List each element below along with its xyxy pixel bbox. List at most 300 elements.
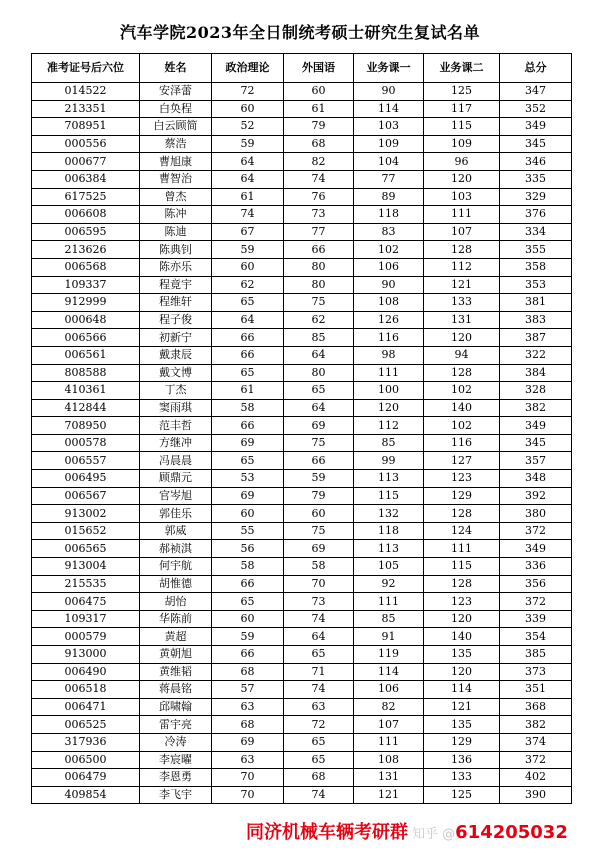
cell-politics: 59 xyxy=(212,628,284,646)
cell-foreign-language: 65 xyxy=(284,646,354,664)
cell-foreign-language: 72 xyxy=(284,716,354,734)
cell-foreign-language: 85 xyxy=(284,329,354,347)
cell-exam-id: 006490 xyxy=(32,663,140,681)
cell-politics: 53 xyxy=(212,470,284,488)
column-header-total: 总分 xyxy=(500,54,572,83)
cell-course-one: 98 xyxy=(354,346,424,364)
cell-exam-id: 913002 xyxy=(32,505,140,523)
cell-foreign-language: 77 xyxy=(284,223,354,241)
table-row xyxy=(32,610,572,628)
cell-politics: 59 xyxy=(212,241,284,259)
cell-name: 陈亦乐 xyxy=(140,258,212,276)
cell-politics: 74 xyxy=(212,206,284,224)
table-row xyxy=(32,522,572,540)
cell-foreign-language: 75 xyxy=(284,294,354,312)
cell-name: 郭威 xyxy=(140,522,212,540)
cell-exam-id: 213626 xyxy=(32,241,140,259)
table-row xyxy=(32,241,572,259)
cell-foreign-language: 73 xyxy=(284,593,354,611)
cell-politics: 65 xyxy=(212,452,284,470)
cell-course-two: 120 xyxy=(424,170,500,188)
cell-total: 322 xyxy=(500,346,572,364)
cell-exam-id: 006595 xyxy=(32,223,140,241)
cell-total: 356 xyxy=(500,575,572,593)
cell-exam-id: 006525 xyxy=(32,716,140,734)
table-row xyxy=(32,786,572,804)
table-row xyxy=(32,135,572,153)
cell-exam-id: 000677 xyxy=(32,153,140,171)
cell-foreign-language: 74 xyxy=(284,786,354,804)
cell-total: 336 xyxy=(500,558,572,576)
cell-name: 白奂程 xyxy=(140,100,212,118)
cell-course-two: 103 xyxy=(424,188,500,206)
cell-foreign-language: 68 xyxy=(284,769,354,787)
cell-course-one: 113 xyxy=(354,470,424,488)
cell-name: 丁杰 xyxy=(140,382,212,400)
cell-course-two: 123 xyxy=(424,593,500,611)
cell-course-two: 136 xyxy=(424,751,500,769)
cell-foreign-language: 68 xyxy=(284,135,354,153)
cell-exam-id: 708951 xyxy=(32,118,140,136)
table-row xyxy=(32,311,572,329)
cell-course-one: 120 xyxy=(354,399,424,417)
cell-course-two: 135 xyxy=(424,716,500,734)
cell-name: 曾杰 xyxy=(140,188,212,206)
cell-foreign-language: 64 xyxy=(284,399,354,417)
cell-foreign-language: 66 xyxy=(284,452,354,470)
table-row xyxy=(32,769,572,787)
cell-total: 334 xyxy=(500,223,572,241)
table-row xyxy=(32,540,572,558)
table-row xyxy=(32,364,572,382)
cell-total: 347 xyxy=(500,83,572,101)
cell-total: 335 xyxy=(500,170,572,188)
cell-exam-id: 708950 xyxy=(32,417,140,435)
cell-course-one: 108 xyxy=(354,751,424,769)
cell-politics: 66 xyxy=(212,646,284,664)
column-header-course-two: 业务课二 xyxy=(424,54,500,83)
cell-foreign-language: 65 xyxy=(284,751,354,769)
cell-politics: 56 xyxy=(212,540,284,558)
cell-name: 李宸曜 xyxy=(140,751,212,769)
cell-course-one: 90 xyxy=(354,83,424,101)
cell-course-one: 116 xyxy=(354,329,424,347)
cell-course-one: 105 xyxy=(354,558,424,576)
table-row xyxy=(32,223,572,241)
cell-course-one: 106 xyxy=(354,258,424,276)
cell-name: 蒋晨铭 xyxy=(140,681,212,699)
cell-total: 392 xyxy=(500,487,572,505)
cell-course-two: 94 xyxy=(424,346,500,364)
cell-foreign-language: 74 xyxy=(284,681,354,699)
cell-name: 白云顾简 xyxy=(140,118,212,136)
cell-total: 402 xyxy=(500,769,572,787)
cell-politics: 66 xyxy=(212,575,284,593)
cell-politics: 69 xyxy=(212,434,284,452)
cell-name: 黄维韬 xyxy=(140,663,212,681)
cell-foreign-language: 60 xyxy=(284,505,354,523)
table-row xyxy=(32,100,572,118)
cell-course-two: 124 xyxy=(424,522,500,540)
cell-course-one: 89 xyxy=(354,188,424,206)
cell-foreign-language: 69 xyxy=(284,417,354,435)
cell-exam-id: 912999 xyxy=(32,294,140,312)
cell-course-two: 111 xyxy=(424,206,500,224)
cell-total: 357 xyxy=(500,452,572,470)
cell-course-two: 107 xyxy=(424,223,500,241)
cell-course-one: 82 xyxy=(354,698,424,716)
cell-foreign-language: 79 xyxy=(284,487,354,505)
table-row xyxy=(32,681,572,699)
cell-name: 戴隶辰 xyxy=(140,346,212,364)
page-title: 汽车学院2023年全日制统考硕士研究生复试名单 xyxy=(119,23,481,42)
table-row xyxy=(32,663,572,681)
cell-name: 官岑旭 xyxy=(140,487,212,505)
cell-course-one: 118 xyxy=(354,522,424,540)
cell-course-one: 104 xyxy=(354,153,424,171)
cell-course-two: 125 xyxy=(424,83,500,101)
cell-course-one: 114 xyxy=(354,100,424,118)
cell-total: 382 xyxy=(500,399,572,417)
cell-course-one: 132 xyxy=(354,505,424,523)
cell-course-one: 111 xyxy=(354,364,424,382)
cell-politics: 70 xyxy=(212,769,284,787)
cell-course-one: 115 xyxy=(354,487,424,505)
cell-exam-id: 006500 xyxy=(32,751,140,769)
cell-exam-id: 317936 xyxy=(32,733,140,751)
cell-politics: 63 xyxy=(212,698,284,716)
cell-politics: 66 xyxy=(212,417,284,435)
cell-name: 郝祯淇 xyxy=(140,540,212,558)
cell-exam-id: 015652 xyxy=(32,522,140,540)
table-row xyxy=(32,170,572,188)
table-row xyxy=(32,558,572,576)
cell-course-two: 133 xyxy=(424,769,500,787)
cell-exam-id: 412844 xyxy=(32,399,140,417)
table-row xyxy=(32,733,572,751)
cell-total: 349 xyxy=(500,118,572,136)
cell-total: 349 xyxy=(500,417,572,435)
cell-exam-id: 215535 xyxy=(32,575,140,593)
cell-course-two: 140 xyxy=(424,399,500,417)
cell-course-one: 131 xyxy=(354,769,424,787)
cell-politics: 65 xyxy=(212,364,284,382)
table-row xyxy=(32,118,572,136)
table-row xyxy=(32,294,572,312)
cell-exam-id: 006561 xyxy=(32,346,140,364)
cell-course-two: 128 xyxy=(424,575,500,593)
cell-course-two: 140 xyxy=(424,628,500,646)
cell-total: 374 xyxy=(500,733,572,751)
cell-foreign-language: 74 xyxy=(284,610,354,628)
cell-exam-id: 006475 xyxy=(32,593,140,611)
table-row xyxy=(32,593,572,611)
column-header-course-one: 业务课一 xyxy=(354,54,424,83)
cell-politics: 52 xyxy=(212,118,284,136)
cell-course-one: 103 xyxy=(354,118,424,136)
cell-course-two: 111 xyxy=(424,540,500,558)
cell-politics: 55 xyxy=(212,522,284,540)
cell-course-two: 116 xyxy=(424,434,500,452)
cell-foreign-language: 58 xyxy=(284,558,354,576)
table-row xyxy=(32,329,572,347)
cell-name: 陈迪 xyxy=(140,223,212,241)
table-header-row xyxy=(32,54,572,83)
cell-politics: 60 xyxy=(212,258,284,276)
cell-course-two: 120 xyxy=(424,610,500,628)
table-row xyxy=(32,628,572,646)
cell-exam-id: 006471 xyxy=(32,698,140,716)
cell-name: 何宇航 xyxy=(140,558,212,576)
cell-name: 戴文博 xyxy=(140,364,212,382)
cell-politics: 58 xyxy=(212,558,284,576)
column-header-politics: 政治理论 xyxy=(212,54,284,83)
cell-foreign-language: 62 xyxy=(284,311,354,329)
cell-course-one: 114 xyxy=(354,663,424,681)
cell-name: 邱啸翰 xyxy=(140,698,212,716)
cell-course-one: 112 xyxy=(354,417,424,435)
cell-foreign-language: 80 xyxy=(284,276,354,294)
table-row xyxy=(32,487,572,505)
cell-foreign-language: 65 xyxy=(284,382,354,400)
cell-total: 345 xyxy=(500,135,572,153)
cell-politics: 65 xyxy=(212,294,284,312)
cell-politics: 68 xyxy=(212,663,284,681)
cell-name: 冷涛 xyxy=(140,733,212,751)
cell-course-two: 121 xyxy=(424,276,500,294)
cell-total: 348 xyxy=(500,470,572,488)
cell-politics: 58 xyxy=(212,399,284,417)
cell-politics: 57 xyxy=(212,681,284,699)
cell-course-two: 133 xyxy=(424,294,500,312)
cell-exam-id: 913000 xyxy=(32,646,140,664)
cell-total: 368 xyxy=(500,698,572,716)
cell-course-one: 92 xyxy=(354,575,424,593)
cell-name: 程子俊 xyxy=(140,311,212,329)
cell-course-one: 85 xyxy=(354,434,424,452)
cell-total: 380 xyxy=(500,505,572,523)
cell-course-two: 120 xyxy=(424,329,500,347)
cell-total: 372 xyxy=(500,593,572,611)
cell-total: 373 xyxy=(500,663,572,681)
table-row xyxy=(32,751,572,769)
cell-course-two: 117 xyxy=(424,100,500,118)
cell-course-two: 102 xyxy=(424,417,500,435)
cell-foreign-language: 59 xyxy=(284,470,354,488)
table-row xyxy=(32,153,572,171)
cell-course-two: 129 xyxy=(424,733,500,751)
cell-total: 383 xyxy=(500,311,572,329)
column-header-foreign-language: 外国语 xyxy=(284,54,354,83)
cell-course-two: 128 xyxy=(424,505,500,523)
cell-course-two: 123 xyxy=(424,470,500,488)
cell-politics: 69 xyxy=(212,487,284,505)
watermark-number: 614205032 xyxy=(455,822,568,843)
cell-course-one: 77 xyxy=(354,170,424,188)
cell-name: 范丰哲 xyxy=(140,417,212,435)
cell-exam-id: 006567 xyxy=(32,487,140,505)
cell-course-one: 109 xyxy=(354,135,424,153)
cell-name: 方继冲 xyxy=(140,434,212,452)
cell-course-one: 107 xyxy=(354,716,424,734)
cell-total: 349 xyxy=(500,540,572,558)
cell-exam-id: 006608 xyxy=(32,206,140,224)
cell-exam-id: 006565 xyxy=(32,540,140,558)
cell-course-two: 128 xyxy=(424,364,500,382)
cell-exam-id: 006557 xyxy=(32,452,140,470)
table-row xyxy=(32,575,572,593)
cell-foreign-language: 70 xyxy=(284,575,354,593)
cell-course-two: 115 xyxy=(424,118,500,136)
cell-total: 351 xyxy=(500,681,572,699)
cell-name: 蔡浩 xyxy=(140,135,212,153)
table-row xyxy=(32,434,572,452)
cell-total: 355 xyxy=(500,241,572,259)
cell-name: 雷宇亮 xyxy=(140,716,212,734)
cell-foreign-language: 64 xyxy=(284,346,354,364)
cell-exam-id: 006384 xyxy=(32,170,140,188)
cell-politics: 64 xyxy=(212,153,284,171)
cell-foreign-language: 73 xyxy=(284,206,354,224)
cell-exam-id: 109317 xyxy=(32,610,140,628)
cell-course-two: 121 xyxy=(424,698,500,716)
cell-foreign-language: 60 xyxy=(284,83,354,101)
cell-politics: 61 xyxy=(212,188,284,206)
cell-politics: 69 xyxy=(212,733,284,751)
cell-name: 胡惟德 xyxy=(140,575,212,593)
cell-course-one: 99 xyxy=(354,452,424,470)
table-row xyxy=(32,470,572,488)
cell-name: 黄超 xyxy=(140,628,212,646)
cell-course-one: 113 xyxy=(354,540,424,558)
table-row xyxy=(32,258,572,276)
cell-exam-id: 000579 xyxy=(32,628,140,646)
cell-politics: 68 xyxy=(212,716,284,734)
table-row xyxy=(32,698,572,716)
cell-total: 390 xyxy=(500,786,572,804)
cell-total: 381 xyxy=(500,294,572,312)
table-row xyxy=(32,276,572,294)
cell-foreign-language: 76 xyxy=(284,188,354,206)
cell-total: 328 xyxy=(500,382,572,400)
cell-total: 358 xyxy=(500,258,572,276)
table-row xyxy=(32,716,572,734)
cell-name: 安泽蕾 xyxy=(140,83,212,101)
cell-exam-id: 109337 xyxy=(32,276,140,294)
cell-politics: 65 xyxy=(212,593,284,611)
cell-politics: 64 xyxy=(212,170,284,188)
column-header-name: 姓名 xyxy=(140,54,212,83)
cell-course-two: 102 xyxy=(424,382,500,400)
cell-total: 346 xyxy=(500,153,572,171)
cell-course-one: 108 xyxy=(354,294,424,312)
cell-politics: 67 xyxy=(212,223,284,241)
table-row xyxy=(32,83,572,101)
cell-course-one: 126 xyxy=(354,311,424,329)
cell-course-one: 118 xyxy=(354,206,424,224)
table-row xyxy=(32,452,572,470)
cell-total: 345 xyxy=(500,434,572,452)
table-row xyxy=(32,399,572,417)
cell-exam-id: 000578 xyxy=(32,434,140,452)
cell-total: 385 xyxy=(500,646,572,664)
cell-politics: 59 xyxy=(212,135,284,153)
cell-name: 李恩勇 xyxy=(140,769,212,787)
cell-exam-id: 409854 xyxy=(32,786,140,804)
cell-foreign-language: 65 xyxy=(284,733,354,751)
cell-total: 354 xyxy=(500,628,572,646)
cell-total: 384 xyxy=(500,364,572,382)
cell-name: 曹旭康 xyxy=(140,153,212,171)
cell-politics: 64 xyxy=(212,311,284,329)
cell-course-two: 125 xyxy=(424,786,500,804)
cell-exam-id: 000556 xyxy=(32,135,140,153)
cell-politics: 60 xyxy=(212,100,284,118)
table-body xyxy=(32,83,572,804)
cell-name: 陈典钊 xyxy=(140,241,212,259)
cell-course-two: 127 xyxy=(424,452,500,470)
cell-foreign-language: 64 xyxy=(284,628,354,646)
cell-course-two: 131 xyxy=(424,311,500,329)
cell-total: 372 xyxy=(500,751,572,769)
cell-total: 376 xyxy=(500,206,572,224)
cell-course-two: 114 xyxy=(424,681,500,699)
table-row xyxy=(32,188,572,206)
cell-exam-id: 006566 xyxy=(32,329,140,347)
cell-course-one: 91 xyxy=(354,628,424,646)
cell-politics: 62 xyxy=(212,276,284,294)
cell-name: 李飞宇 xyxy=(140,786,212,804)
cell-politics: 72 xyxy=(212,83,284,101)
watermark-text: 同济机械车辆考研群 xyxy=(246,822,408,843)
cell-politics: 60 xyxy=(212,505,284,523)
cell-name: 程竟宇 xyxy=(140,276,212,294)
cell-total: 372 xyxy=(500,522,572,540)
cell-course-two: 128 xyxy=(424,241,500,259)
table-row xyxy=(32,417,572,435)
cell-exam-id: 617525 xyxy=(32,188,140,206)
cell-name: 顾鼎元 xyxy=(140,470,212,488)
cell-foreign-language: 75 xyxy=(284,522,354,540)
cell-total: 353 xyxy=(500,276,572,294)
cell-total: 329 xyxy=(500,188,572,206)
cell-name: 窦雨琪 xyxy=(140,399,212,417)
cell-course-two: 109 xyxy=(424,135,500,153)
cell-name: 曹智治 xyxy=(140,170,212,188)
cell-course-one: 119 xyxy=(354,646,424,664)
cell-politics: 60 xyxy=(212,610,284,628)
cell-course-two: 129 xyxy=(424,487,500,505)
table-row xyxy=(32,346,572,364)
column-header-exam-id: 准考证号后六位 xyxy=(32,54,140,83)
cell-politics: 63 xyxy=(212,751,284,769)
table-row xyxy=(32,646,572,664)
cell-name: 陈冲 xyxy=(140,206,212,224)
table-row xyxy=(32,505,572,523)
cell-course-two: 120 xyxy=(424,663,500,681)
cell-foreign-language: 69 xyxy=(284,540,354,558)
cell-course-one: 102 xyxy=(354,241,424,259)
cell-course-one: 83 xyxy=(354,223,424,241)
cell-name: 胡怡 xyxy=(140,593,212,611)
cell-total: 339 xyxy=(500,610,572,628)
cell-exam-id: 000648 xyxy=(32,311,140,329)
cell-foreign-language: 80 xyxy=(284,364,354,382)
cell-foreign-language: 71 xyxy=(284,663,354,681)
cell-foreign-language: 75 xyxy=(284,434,354,452)
cell-course-two: 112 xyxy=(424,258,500,276)
cell-course-two: 135 xyxy=(424,646,500,664)
